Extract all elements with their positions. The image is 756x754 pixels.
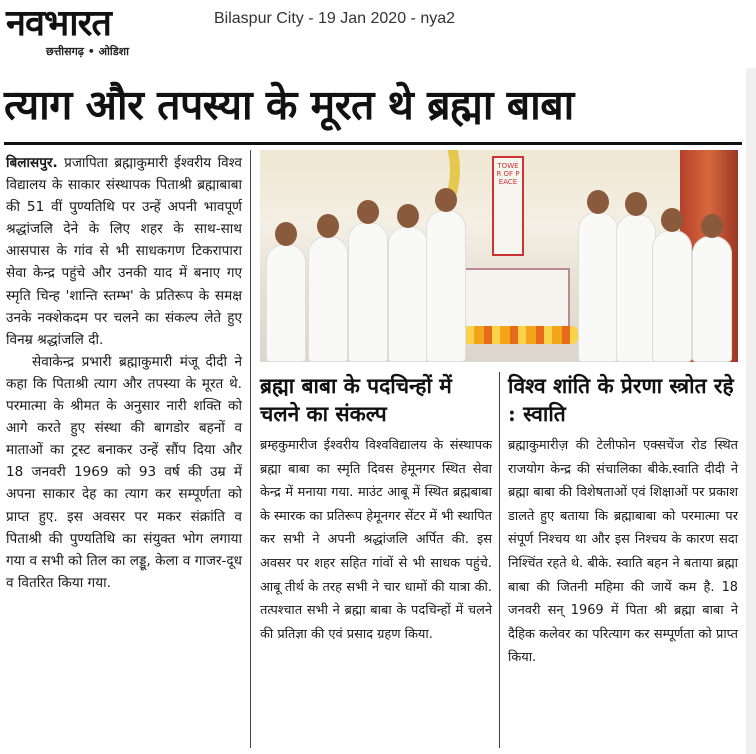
story2-text: ब्रम्हकुमारीज ईश्वरीय विश्वविद्यालय के संस्थापक ब्रह्मा बाबा का स्मृति दिवस हेमूनगर स्थित सेवा केन्द्र में मनाया गया. माउंट आबू में स्थित ब्रह्मबाबा के स्मारक का प्रतिरूप हेमूनगर सेंटर में भी स्थापित कर सभी ने अपनी श्रद्धांजलि अर्पित की. इस अवसर पर शहर सहित गांवों से भी साधक पहुंचे. आबू तीर्थ के तरह सभी ने चार धामों की यात्रा की. तत्पश्चात सभी ने ब्रह्मा बाबा के पदचिन्हों में चलने की प्रतिज्ञा की एवं प्रसाद ग्रहण किया.: [260, 438, 492, 642]
person: [692, 236, 732, 362]
edition-line: Bilaspur City - 19 Jan 2020 - nya2: [214, 10, 456, 27]
person: [308, 236, 348, 362]
logo: [0, 0, 198, 64]
person: [266, 244, 306, 362]
story3-body: [508, 434, 738, 748]
logo-subtitle: छत्तीसगढ़ • ओडिशा: [46, 45, 129, 58]
column-divider: [250, 150, 251, 748]
story3-headline: विश्व शांति के प्रेरणा स्त्रोत रहे : स्वाति: [508, 373, 734, 426]
dateline: बिलासपुर.: [6, 155, 58, 171]
lead-story: [6, 152, 242, 750]
newspaper-logo: नवभारत: [6, 2, 111, 44]
tower-of-peace-frame: [492, 156, 524, 256]
person: [348, 222, 388, 362]
page-edge: [746, 68, 756, 754]
person: [578, 212, 618, 362]
story2-headline: ब्रह्मा बाबा के पदचिन्हों में चलने का संकल्प: [260, 373, 452, 426]
person: [388, 226, 428, 362]
story3-text: ब्रह्माकुमारीज़ की टेलीफोन एक्सचेंज रोड स्थित राजयोग केन्द्र की संचालिका बीके.स्वाति दीदी ने ब्रह्मा बाबा की विशेषताओं एवं शिक्षाओं पर प्रकाश डालते हुए बताया कि ब्रह्माबाबा को परमात्मा पर संपूर्ण निश्चय था और इस निश्चय के कारण सदा निश्चिंत रहते थे. बीके. स्वाति बहन ने बताया ब्रह्मा बाबा की जितनी महिमा की जायें कम है. 18 जनवरी सन् 1969 में पिता श्री ब्रह्मा बाबा ने दैहिक कलेवर का परित्याग कर सम्पूर्णता को प्राप्त किया.: [508, 438, 738, 666]
pillar-text: TOWER OF PEACE: [496, 162, 520, 186]
event-photo: [260, 150, 738, 362]
lead-paragraph-1: [6, 152, 242, 351]
person: [426, 210, 466, 362]
masthead: [0, 0, 756, 66]
flower-arrangement: [448, 326, 578, 344]
column-divider: [499, 372, 500, 748]
person: [616, 214, 656, 362]
headline-rule: [4, 142, 742, 145]
lead-text-1: प्रजापिता ब्रह्माकुमारी ईश्वरीय विश्व विद्यालय के साकार संस्थापक पिताश्री ब्रह्माबाबा की 51 वीं पुण्यतिथि पर उन्हें अपनी भावपूर्ण श्रद्धांजलि देने के लिए शहर के साथ-साथ आसपास के गांव से भी साधकगण टिकरापारा सेवा केन्द्र पहुंचे और उनकी याद में बनाए गए स्मृति चिन्ह 'शान्ति स्तम्भ' के प्रतिरूप के समक्ष उनके नक्शेकदम पर चलने का संकल्प लेते हुए विनम्र श्रद्धांजलि दी.: [6, 155, 242, 348]
lead-paragraph-2: सेवाकेन्द्र प्रभारी ब्रह्माकुमारी मंजू दीदी ने कहा कि पिताश्री त्याग और तपस्या के मूरत थे. परमात्मा के श्रीमत के अनुसार नारी शक्ति को आगे करते हुए संस्था की बागडोर बहनों व माताओं का ट्रस्ट बनाकर उन्हें सौंप दिया और 18 जनवरी 1969 को 93 वर्ष की उम्र में अपना साकार देह का त्याग कर सम्पूर्णता को प्राप्त हुए. इस अवसर पर मकर संक्रांति व पिताश्री की पुण्यतिथि का संयुक्त भोग लगाया गया व सभी को तिल का लड्डू, केला व गाजर-दूध व वितरित किया गया.: [6, 353, 242, 591]
main-headline: त्याग और तपस्या के मूरत थे ब्रह्मा बाबा: [4, 81, 574, 129]
story2-body: [260, 434, 492, 748]
person: [652, 230, 692, 362]
